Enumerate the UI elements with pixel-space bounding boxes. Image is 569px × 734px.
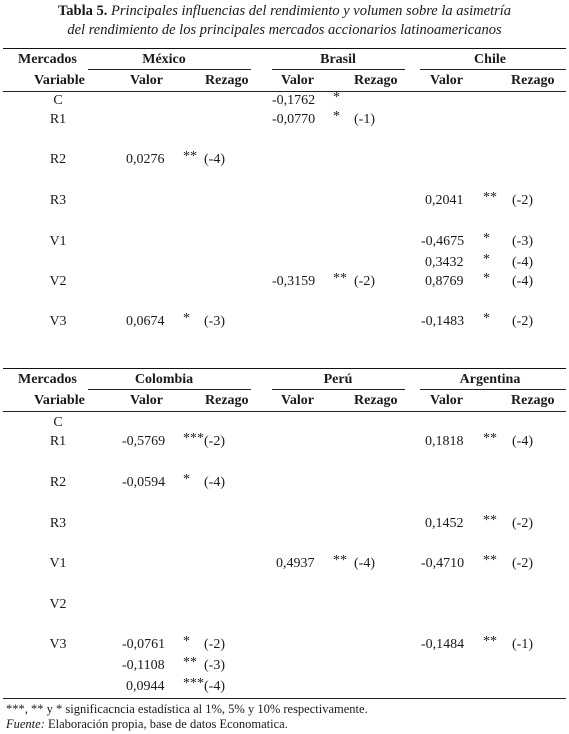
variable-label: R3 [49,193,67,208]
lag-value: (-4) [512,274,533,289]
valor-header: Valor [430,73,463,88]
source-note [6,717,288,732]
valor-header: Valor [130,393,163,408]
coefficient-value: -0,5769 [122,434,166,449]
mercados-header: Mercados [18,372,77,387]
caption-label: Tabla 5. [57,3,108,19]
rezago-header: Rezago [511,393,555,408]
significance-stars: ** [333,271,347,286]
variable-label: V3 [49,637,67,652]
coefficient-value: 0,0944 [126,679,165,694]
significance-stars: ** [483,431,497,446]
lag-value: (-4) [204,679,225,694]
coefficient-value: -0,1108 [122,658,165,673]
lag-value: (-1) [354,112,375,127]
market-underline [88,69,251,70]
bottom-rule [3,698,566,699]
market-header: Perú [323,372,353,387]
lag-value: (-3) [512,234,533,249]
caption-title-line-1: Principales influencias del rendimiento y volumen sobre la asimetría [111,3,512,19]
lag-value: (-4) [512,434,533,449]
valor-header: Valor [130,73,163,88]
significance-stars: * [483,271,490,286]
valor-header: Valor [281,73,314,88]
significance-stars: * [183,634,190,649]
variable-header: Variable [34,73,85,88]
coefficient-value: -0,4675 [421,234,465,249]
valor-header: Valor [281,393,314,408]
market-header: Argentina [459,372,521,387]
variable-label: R3 [49,516,67,531]
coefficient-value: -0,4710 [421,556,465,571]
coefficient-value: -0,1483 [421,314,465,329]
significance-stars: ** [183,149,197,164]
significance-stars: * [483,311,490,326]
variable-header: Variable [34,393,85,408]
significance-stars: ** [483,634,497,649]
coefficient-value: 0,4937 [276,556,315,571]
variable-label: V2 [49,274,67,289]
coefficient-value: -0,1484 [421,637,465,652]
lag-value: (-2) [512,314,533,329]
significance-stars: ** [483,513,497,528]
rezago-header: Rezago [205,393,249,408]
market-underline [420,389,566,390]
header-bottom-rule [3,411,566,412]
coefficient-value: 0,8769 [425,274,464,289]
lag-value: (-1) [512,637,533,652]
significance-stars: * [183,311,190,326]
market-underline [420,69,566,70]
coefficient-value: 0,0674 [126,314,165,329]
lag-value: (-3) [204,658,225,673]
variable-label: V2 [49,597,67,612]
lag-value: (-4) [204,475,225,490]
lag-value: (-2) [512,193,533,208]
coefficient-value: 0,0276 [126,152,165,167]
table-caption [0,2,569,40]
lag-value: (-2) [354,274,375,289]
market-header: Colombia [134,372,194,387]
lag-value: (-3) [204,314,225,329]
market-underline [272,69,405,70]
variable-label: R1 [49,434,67,449]
lag-value: (-2) [512,516,533,531]
significance-stars: * [333,90,340,105]
coefficient-value: -0,0761 [122,637,166,652]
variable-label: V1 [49,556,67,571]
source-text: Elaboración propia, base de datos Economatica. [48,717,288,731]
caption-title-line-2: del rendimiento de los principales mercados accionarios latinoamericanos [67,22,502,38]
rezago-header: Rezago [205,73,249,88]
caption-line-1 [0,2,569,21]
significance-stars: ** [333,553,347,568]
lag-value: (-4) [204,152,225,167]
variable-label: V3 [49,314,67,329]
mercados-header: Mercados [18,52,77,67]
coefficient-value: -0,1762 [272,93,316,108]
significance-stars: ** [183,655,197,670]
variable-label: R2 [49,475,67,490]
variable-label: R1 [49,112,67,127]
coefficient-value: -0,3159 [272,274,316,289]
coefficient-value: -0,0770 [272,112,316,127]
coefficient-value: 0,2041 [425,193,464,208]
lag-value: (-2) [512,556,533,571]
lag-value: (-4) [512,255,533,270]
significance-stars: *** [183,676,204,691]
variable-label: C [53,93,63,108]
lag-value: (-2) [204,434,225,449]
significance-stars: * [333,109,340,124]
significance-stars: ** [483,190,497,205]
panel-top-rule [3,48,566,49]
rezago-header: Rezago [354,393,398,408]
coefficient-value: 0,3432 [425,255,464,270]
coefficient-value: 0,1818 [425,434,464,449]
significance-stars: ** [483,553,497,568]
significance-stars: *** [183,431,204,446]
market-header: México [142,52,186,67]
significance-stars: * [483,252,490,267]
significance-note: ***, ** y * significacncia estadística al 1%, 5% y 10% respectivamente. [6,702,368,716]
variable-label: C [53,415,63,430]
market-header: Brasil [320,52,356,67]
market-underline [272,389,405,390]
significance-stars: * [483,231,490,246]
rezago-header: Rezago [511,73,555,88]
market-header: Chile [474,52,506,67]
coefficient-value: 0,1452 [425,516,464,531]
header-bottom-rule [3,91,566,92]
lag-value: (-2) [204,637,225,652]
variable-label: R2 [49,152,67,167]
rezago-header: Rezago [354,73,398,88]
significance-stars: * [183,472,190,487]
lag-value: (-4) [354,556,375,571]
variable-label: V1 [49,234,67,249]
valor-header: Valor [430,393,463,408]
panel-top-rule [3,368,566,369]
market-underline [88,389,251,390]
source-label: Fuente: [6,717,45,731]
coefficient-value: -0,0594 [122,475,166,490]
